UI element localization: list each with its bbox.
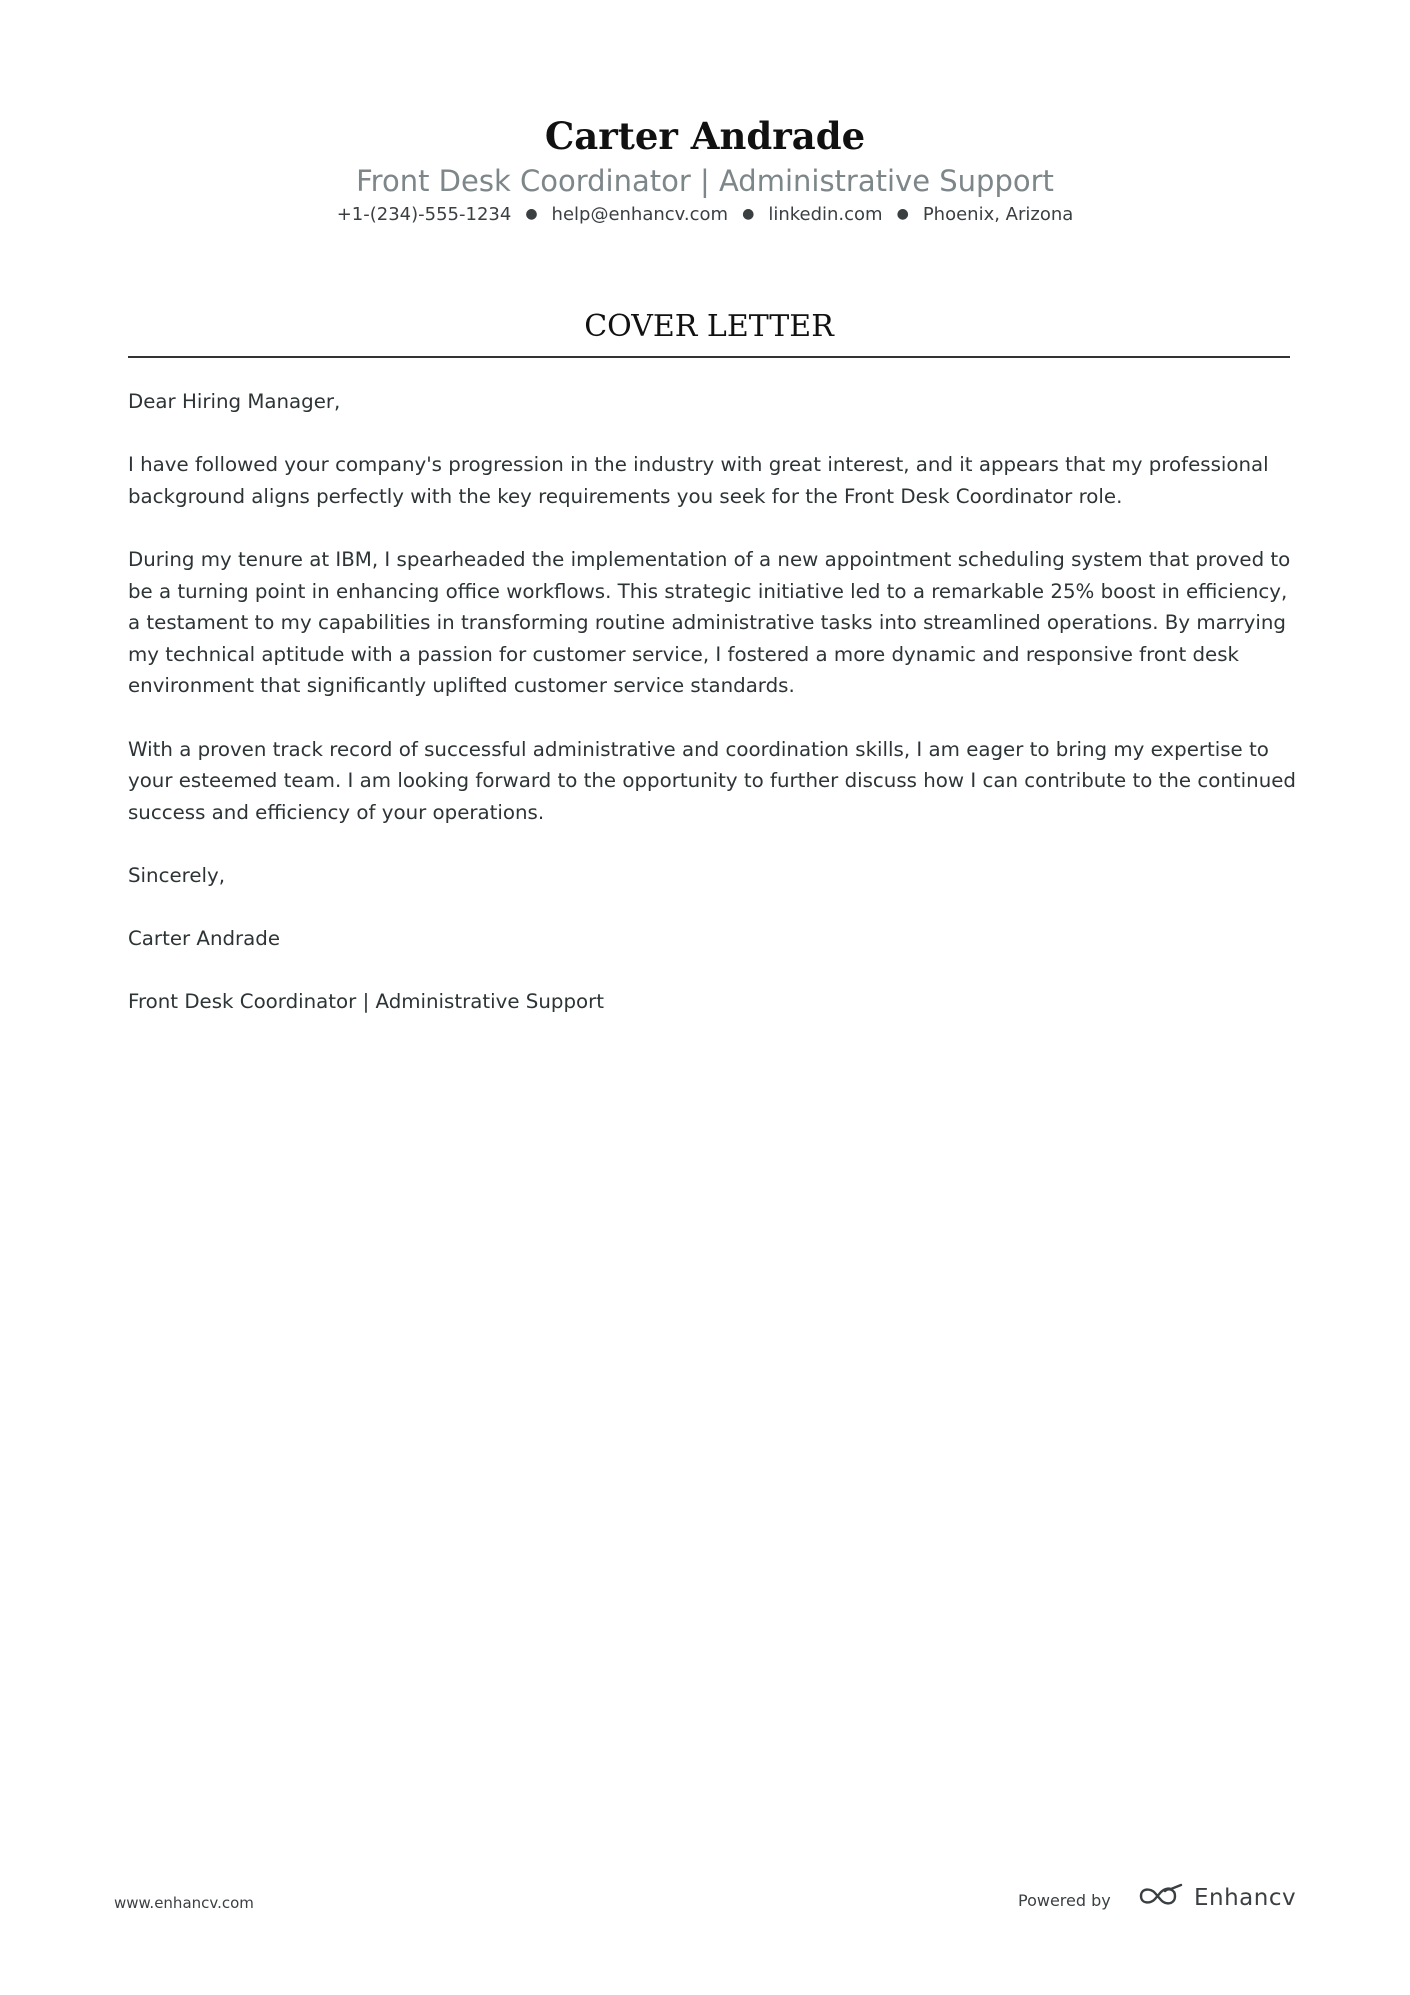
contact-line [0,202,1410,227]
letter-body [128,386,1298,1049]
signature-name: Carter Andrade [128,927,281,951]
section-title: COVER LETTER [584,309,834,344]
powered-by-label: Powered by [1018,1891,1111,1910]
signature-title: Front Desk Coordinator | Administrative Support [128,990,604,1014]
letter-paragraph: With a proven track record of successful administrative and coordination skills, I am eager to bring my expertise to your esteemed team. I am looking forward to the opportunity to further discuss how I can contribute to the continued success and efficiency of your operations. [128,737,1296,824]
header [0,112,1410,227]
bullet-separator: ● [742,206,755,222]
letter-paragraph: During my tenure at IBM, I spearheaded the implementation of a new appointment scheduling system that proved to be a turning point in enhancing office workflows. This strategic initiative led to a remarkable 25% boost in efficiency, a testament to my capabilities in transforming routine administrative tasks into streamlined operations. By marrying my technical aptitude with a passion for customer service, I fostered a more dynamic and responsive front desk environment that significantly uplifted customer service standards. [128,547,1291,698]
enhancv-logo-icon [1138,1883,1184,1913]
candidate-headline: Front Desk Coordinator | Administrative Support [356,164,1054,198]
phone: +1-(234)-555-1234 [336,204,512,225]
linkedin[interactable]: linkedin.com [768,204,883,225]
brand-name: Enhancv [1194,1885,1297,1911]
bullet-separator: ● [896,206,909,222]
brand-logo[interactable] [1138,1880,1296,1916]
bullet-separator: ● [525,206,538,222]
closing: Sincerely, [128,863,225,887]
email[interactable]: help@enhancv.com [551,204,729,225]
location: Phoenix, Arizona [922,204,1074,225]
footer-url[interactable]: www.enhancv.com [114,1894,254,1912]
salutation: Dear Hiring Manager, [128,390,341,413]
letter-paragraph: I have followed your company's progression in the industry with great interest, and it appears that my professional background aligns perfectly with the key requirements you seek for the Front Desk Coordinator role. [128,453,1269,508]
candidate-name: Carter Andrade [544,114,866,158]
section-divider [128,356,1290,358]
